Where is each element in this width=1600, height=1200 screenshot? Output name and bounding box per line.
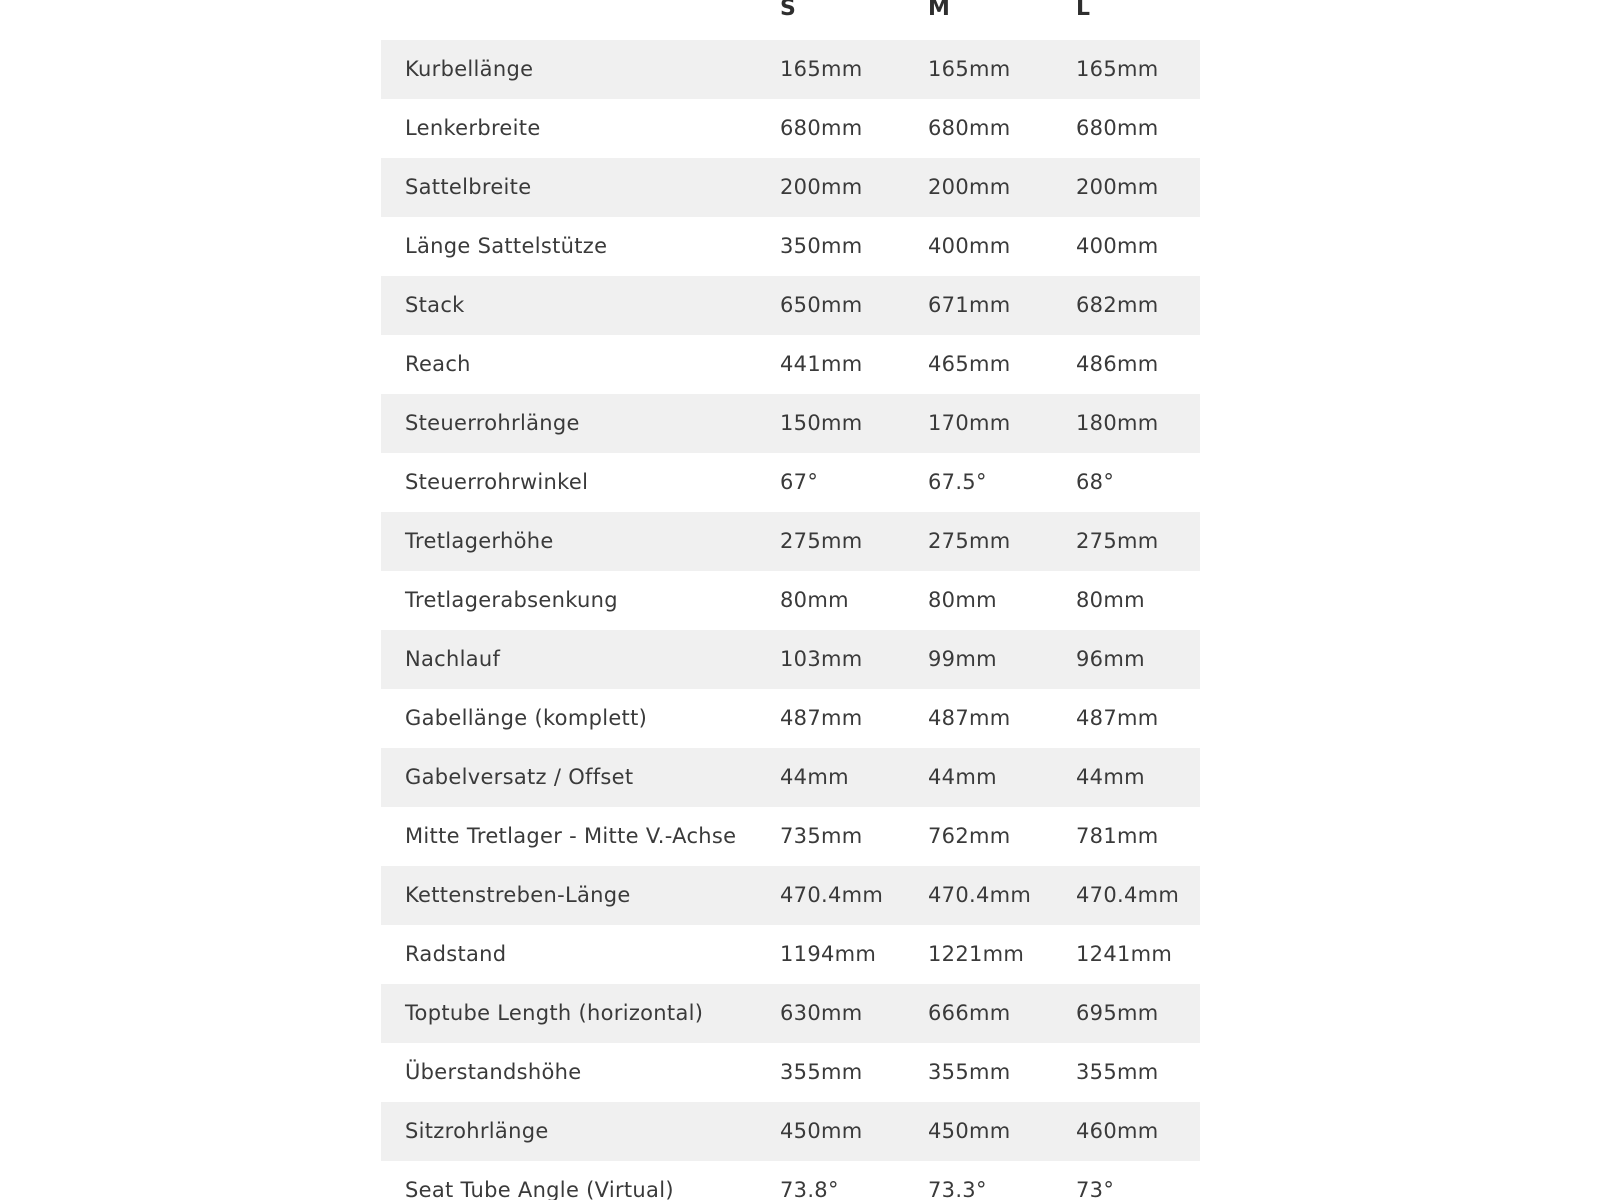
row-label: Sattelbreite	[405, 175, 532, 199]
cell-size-m: 400mm	[928, 234, 1011, 258]
table-row	[381, 335, 1200, 394]
cell-size-s: 487mm	[780, 706, 863, 730]
row-label: Toptube Length (horizontal)	[405, 1001, 704, 1025]
row-label: Stack	[405, 293, 465, 317]
row-label: Gabellänge (komplett)	[405, 706, 648, 730]
cell-size-l: 487mm	[1076, 706, 1159, 730]
cell-size-m: 165mm	[928, 57, 1011, 81]
row-label: Überstandshöhe	[405, 1060, 582, 1084]
table-row	[381, 1102, 1200, 1161]
row-label: Tretlagerhöhe	[405, 529, 554, 553]
row-label: Sitzrohrlänge	[405, 1119, 549, 1143]
cell-size-m: 470.4mm	[928, 883, 1032, 907]
cell-size-m: 680mm	[928, 116, 1011, 140]
cell-size-l: 781mm	[1076, 824, 1159, 848]
row-label: Mitte Tretlager - Mitte V.-Achse	[405, 824, 737, 848]
cell-size-l: 695mm	[1076, 1001, 1159, 1025]
table-row	[381, 630, 1200, 689]
row-label: Nachlauf	[405, 647, 501, 671]
table-row	[381, 99, 1200, 158]
row-label: Seat Tube Angle (Virtual)	[405, 1178, 674, 1200]
cell-size-l: 73°	[1076, 1178, 1115, 1200]
table-row	[381, 158, 1200, 217]
cell-size-l: 486mm	[1076, 352, 1159, 376]
cell-size-m: 666mm	[928, 1001, 1011, 1025]
row-label: Radstand	[405, 942, 507, 966]
cell-size-s: 73.8°	[780, 1178, 839, 1200]
column-header-l: L	[1076, 0, 1091, 21]
table-row	[381, 394, 1200, 453]
cell-size-m: 44mm	[928, 765, 997, 789]
cell-size-s: 103mm	[780, 647, 863, 671]
cell-size-s: 735mm	[780, 824, 863, 848]
row-label: Tretlagerabsenkung	[405, 588, 618, 612]
table-row	[381, 984, 1200, 1043]
cell-size-m: 80mm	[928, 588, 997, 612]
cell-size-m: 671mm	[928, 293, 1011, 317]
table-row	[381, 807, 1200, 866]
table-row	[381, 748, 1200, 807]
cell-size-s: 350mm	[780, 234, 863, 258]
cell-size-m: 99mm	[928, 647, 997, 671]
row-label: Länge Sattelstütze	[405, 234, 608, 258]
cell-size-s: 1194mm	[780, 942, 877, 966]
cell-size-s: 80mm	[780, 588, 849, 612]
cell-size-l: 44mm	[1076, 765, 1145, 789]
cell-size-l: 96mm	[1076, 647, 1145, 671]
cell-size-s: 441mm	[780, 352, 863, 376]
cell-size-s: 200mm	[780, 175, 863, 199]
cell-size-s: 165mm	[780, 57, 863, 81]
cell-size-s: 355mm	[780, 1060, 863, 1084]
cell-size-m: 355mm	[928, 1060, 1011, 1084]
table-row	[381, 925, 1200, 984]
cell-size-l: 682mm	[1076, 293, 1159, 317]
cell-size-m: 465mm	[928, 352, 1011, 376]
cell-size-l: 1241mm	[1076, 942, 1173, 966]
row-label: Lenkerbreite	[405, 116, 541, 140]
cell-size-m: 762mm	[928, 824, 1011, 848]
table-row	[381, 866, 1200, 925]
table-header-row	[381, 0, 1200, 40]
table-row	[381, 453, 1200, 512]
cell-size-m: 450mm	[928, 1119, 1011, 1143]
cell-size-l: 200mm	[1076, 175, 1159, 199]
cell-size-l: 470.4mm	[1076, 883, 1180, 907]
row-label: Reach	[405, 352, 471, 376]
cell-size-s: 67°	[780, 470, 819, 494]
cell-size-s: 680mm	[780, 116, 863, 140]
cell-size-l: 80mm	[1076, 588, 1145, 612]
row-label: Gabelversatz / Offset	[405, 765, 634, 789]
table-row	[381, 689, 1200, 748]
cell-size-s: 450mm	[780, 1119, 863, 1143]
table-row	[381, 40, 1200, 99]
table-row	[381, 1161, 1200, 1200]
row-label: Steuerrohrwinkel	[405, 470, 589, 494]
cell-size-s: 470.4mm	[780, 883, 884, 907]
table-row	[381, 571, 1200, 630]
row-label: Kettenstreben-Länge	[405, 883, 631, 907]
column-header-s: S	[780, 0, 796, 21]
cell-size-l: 680mm	[1076, 116, 1159, 140]
cell-size-m: 67.5°	[928, 470, 987, 494]
cell-size-s: 150mm	[780, 411, 863, 435]
cell-size-s: 44mm	[780, 765, 849, 789]
cell-size-l: 460mm	[1076, 1119, 1159, 1143]
row-label: Kurbellänge	[405, 57, 534, 81]
cell-size-l: 355mm	[1076, 1060, 1159, 1084]
cell-size-s: 275mm	[780, 529, 863, 553]
cell-size-l: 400mm	[1076, 234, 1159, 258]
row-label: Steuerrohrlänge	[405, 411, 580, 435]
cell-size-m: 487mm	[928, 706, 1011, 730]
table-row	[381, 217, 1200, 276]
geometry-table	[381, 0, 1200, 1200]
cell-size-m: 275mm	[928, 529, 1011, 553]
table-row	[381, 276, 1200, 335]
table-body	[381, 40, 1200, 1200]
cell-size-m: 170mm	[928, 411, 1011, 435]
cell-size-l: 180mm	[1076, 411, 1159, 435]
cell-size-l: 275mm	[1076, 529, 1159, 553]
column-header-m: M	[928, 0, 950, 21]
cell-size-m: 1221mm	[928, 942, 1025, 966]
cell-size-l: 165mm	[1076, 57, 1159, 81]
cell-size-l: 68°	[1076, 470, 1115, 494]
cell-size-s: 630mm	[780, 1001, 863, 1025]
cell-size-s: 650mm	[780, 293, 863, 317]
cell-size-m: 200mm	[928, 175, 1011, 199]
table-row	[381, 1043, 1200, 1102]
cell-size-m: 73.3°	[928, 1178, 987, 1200]
table-row	[381, 512, 1200, 571]
